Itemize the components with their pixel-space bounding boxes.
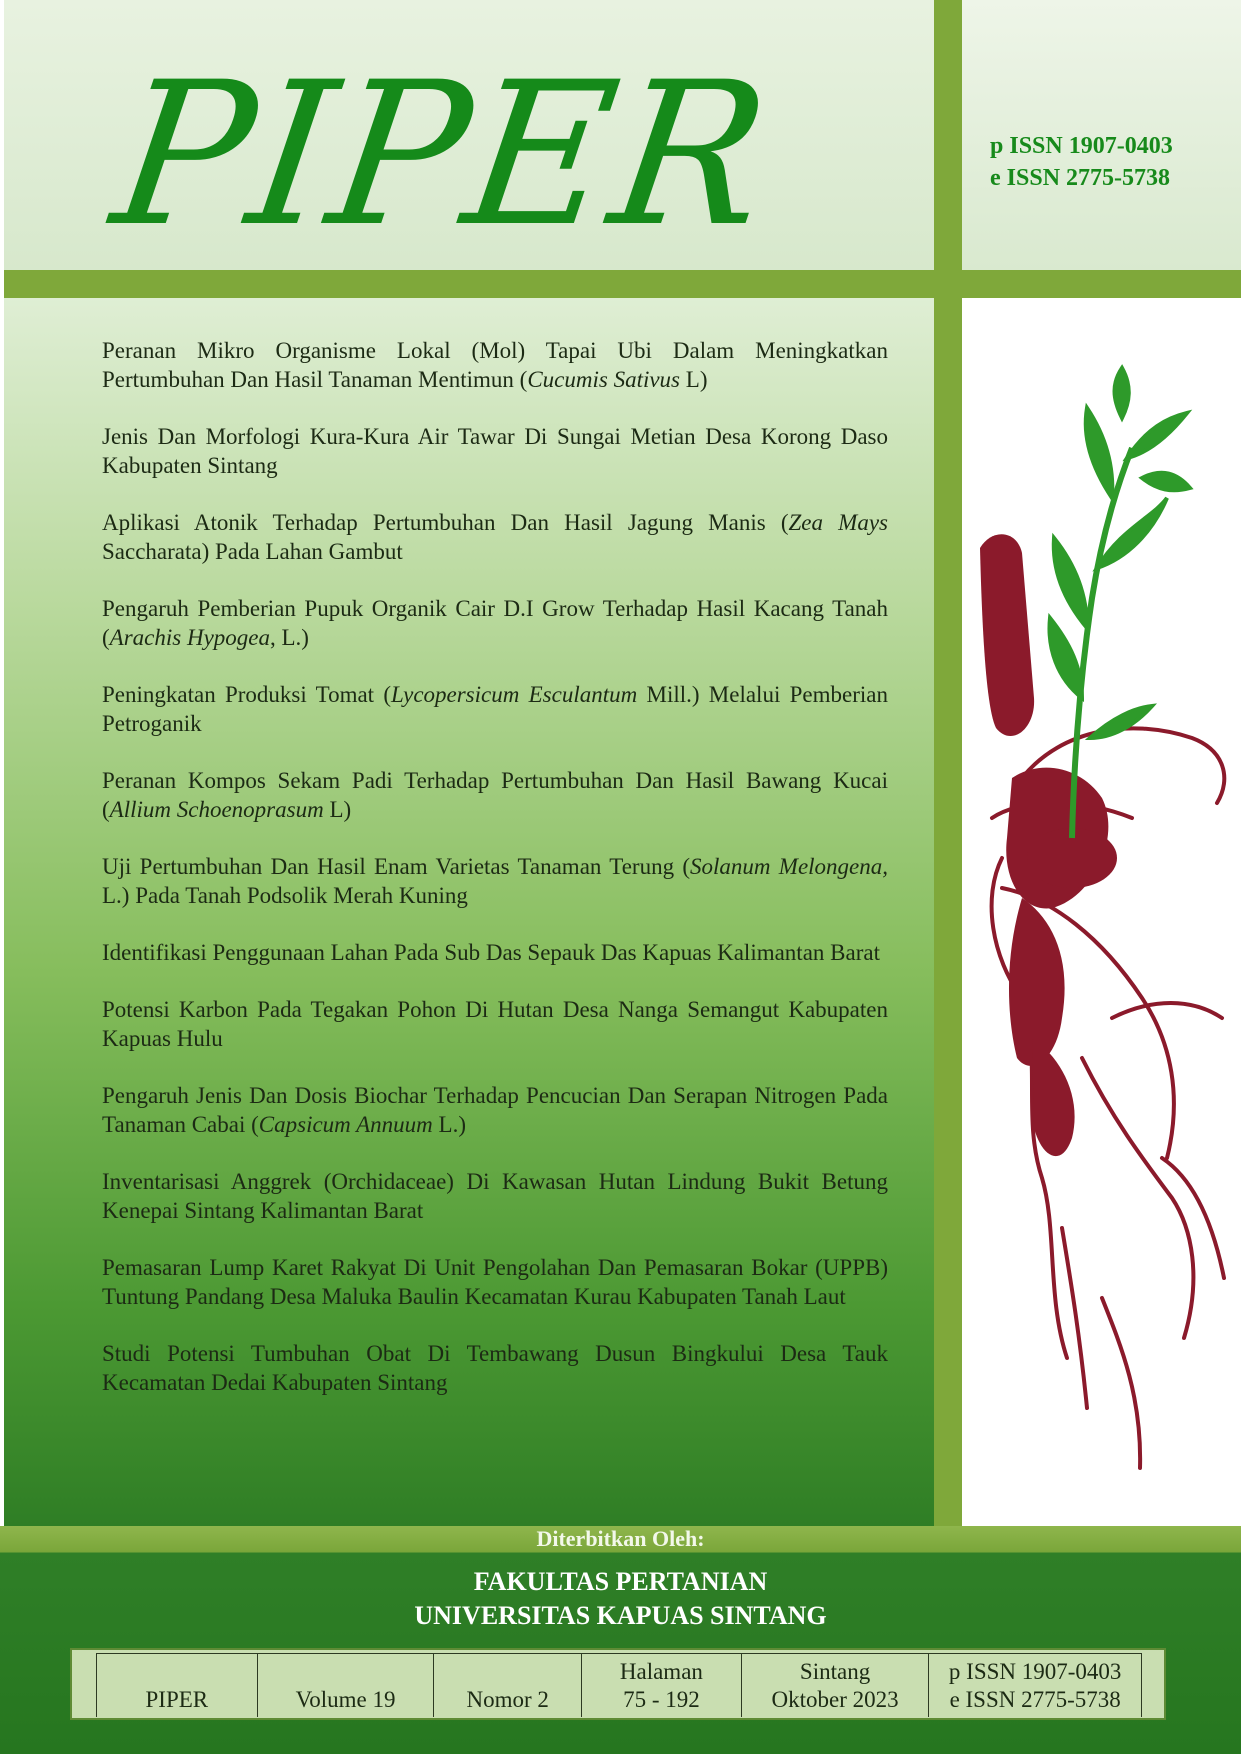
article-title-suffix: , L.) xyxy=(270,625,309,650)
info-volume xyxy=(258,1654,435,1717)
article-title-text: Pemasaran Lump Karet Rakyat Di Unit Pengolahan Dan Pemasaran Bokar (UPPB) Tuntung Pandang Desa Maluka Baulin Kecamatan Kurau Kabupaten Tanah Laut xyxy=(102,1255,888,1309)
article-title-text: Potensi Karbon Pada Tegakan Pohon Di Hutan Desa Nanga Semangut Kabupaten Kapuas Hulu xyxy=(102,997,888,1051)
journal-logo: PIPER xyxy=(101,39,783,270)
issn-online: e ISSN 2775-5738 xyxy=(990,165,1171,191)
info-pages xyxy=(582,1654,742,1717)
article-title-text: Peranan Kompos Sekam Padi Terhadap Pertumbuhan Dan Hasil Bawang Kucai ( xyxy=(102,768,888,822)
article-title-suffix: Saccharata) Pada Lahan Gambut xyxy=(102,539,403,564)
info-volume-text: Volume 19 xyxy=(295,1687,396,1712)
article-title-suffix: L.) xyxy=(432,1112,466,1137)
faculty-name: FAKULTAS PERTANIAN xyxy=(473,1567,768,1596)
article-title-suffix: L.) Pada Tanah Podsolik Merah Kuning xyxy=(102,883,468,908)
info-issn-online: e ISSN 2775-5738 xyxy=(949,1687,1121,1712)
info-number-text: Nomor 2 xyxy=(466,1687,549,1712)
article-species-name: Solanum Melongena, xyxy=(690,854,889,879)
article-list xyxy=(102,336,888,1425)
article-title xyxy=(102,995,888,1053)
article-species-name: Allium Schoenoprasum xyxy=(109,797,324,822)
article-title xyxy=(102,680,888,738)
publisher-label: Diterbitkan Oleh: xyxy=(536,1526,705,1551)
article-species-name: Cucumis Sativus xyxy=(527,367,681,392)
horizontal-divider-bar xyxy=(4,270,1241,298)
article-title xyxy=(102,594,888,652)
article-title-text: Peningkatan Produksi Tomat ( xyxy=(102,682,391,707)
info-journal xyxy=(97,1654,258,1717)
article-title-text: Aplikasi Atonik Terhadap Pertumbuhan Dan Hasil Jagung Manis ( xyxy=(102,510,789,535)
article-title-text: Pengaruh Jenis Dan Dosis Biochar Terhadap Pencucian Dan Serapan Nitrogen Pada Tanaman Cabai ( xyxy=(102,1083,888,1137)
article-title xyxy=(102,1253,888,1311)
article-title xyxy=(102,938,888,967)
issn-print: p ISSN 1907-0403 xyxy=(990,133,1173,159)
info-journal-text: PIPER xyxy=(145,1687,209,1712)
article-species-name: Zea Mays xyxy=(788,510,888,535)
article-title xyxy=(102,1081,888,1139)
article-title xyxy=(102,336,888,394)
info-number xyxy=(434,1654,582,1717)
publisher-name xyxy=(0,1565,1241,1633)
article-title-text: Pengaruh Pemberian Pupuk Organik Cair D.I Grow Terhadap Hasil Kacang Tanah ( xyxy=(102,596,888,650)
info-place: Sintang xyxy=(799,1659,871,1684)
issue-info-table xyxy=(70,1648,1166,1720)
article-title-text: Identifikasi Penggunaan Lahan Pada Sub Das Sepauk Das Kapuas Kalimantan Barat xyxy=(102,940,880,965)
article-species-name: Lycopersicum Esculantum xyxy=(391,682,638,707)
article-title xyxy=(102,766,888,824)
article-title-text: Uji Pertumbuhan Dan Hasil Enam Varietas Tanaman Terung ( xyxy=(102,854,691,879)
info-pages-label: Halaman xyxy=(619,1659,703,1684)
info-issn-print: p ISSN 1907-0403 xyxy=(948,1659,1122,1684)
article-species-name: Arachis Hypogea xyxy=(109,625,270,650)
article-title xyxy=(102,422,888,480)
article-title-text: Studi Potensi Tumbuhan Obat Di Tembawang Dusun Bingkului Desa Tauk Kecamatan Dedai Kabupaten Sintang xyxy=(102,1341,888,1395)
article-title xyxy=(102,508,888,566)
info-pages-range: 75 - 192 xyxy=(623,1687,700,1712)
article-title xyxy=(102,1167,888,1225)
article-title-suffix: Mill.) Melalui Pemberian Petroganik xyxy=(102,682,888,736)
article-title-text: Peranan Mikro Organisme Lokal (Mol) Tapai Ubi Dalam Meningkatkan Pertumbuhan Dan Hasil Tanaman Mentimun ( xyxy=(102,338,888,392)
info-issn xyxy=(929,1654,1141,1717)
university-name: UNIVERSITAS KAPUAS SINTANG xyxy=(414,1601,827,1630)
issn-block xyxy=(990,130,1230,194)
article-title-suffix: L) xyxy=(680,367,708,392)
article-species-name: Capsicum Annuum xyxy=(258,1112,433,1137)
article-title-suffix: L) xyxy=(323,797,352,822)
article-title-text: Inventarisasi Anggrek (Orchidaceae) Di Kawasan Hutan Lindung Bukit Betung Kenepai Sintang Kalimantan Barat xyxy=(102,1169,888,1223)
article-title xyxy=(102,1339,888,1397)
info-date: Oktober 2023 xyxy=(771,1687,899,1712)
seedling-in-hand-illustration xyxy=(962,298,1241,1526)
article-title-text: Jenis Dan Morfologi Kura-Kura Air Tawar Di Sungai Metian Desa Korong Daso Kabupaten Sintang xyxy=(102,424,888,478)
issue-info-row xyxy=(96,1653,1142,1717)
info-place-date xyxy=(742,1654,930,1717)
article-title xyxy=(102,852,888,910)
seedling xyxy=(1049,368,1190,838)
vertical-divider-bar xyxy=(934,0,962,1528)
